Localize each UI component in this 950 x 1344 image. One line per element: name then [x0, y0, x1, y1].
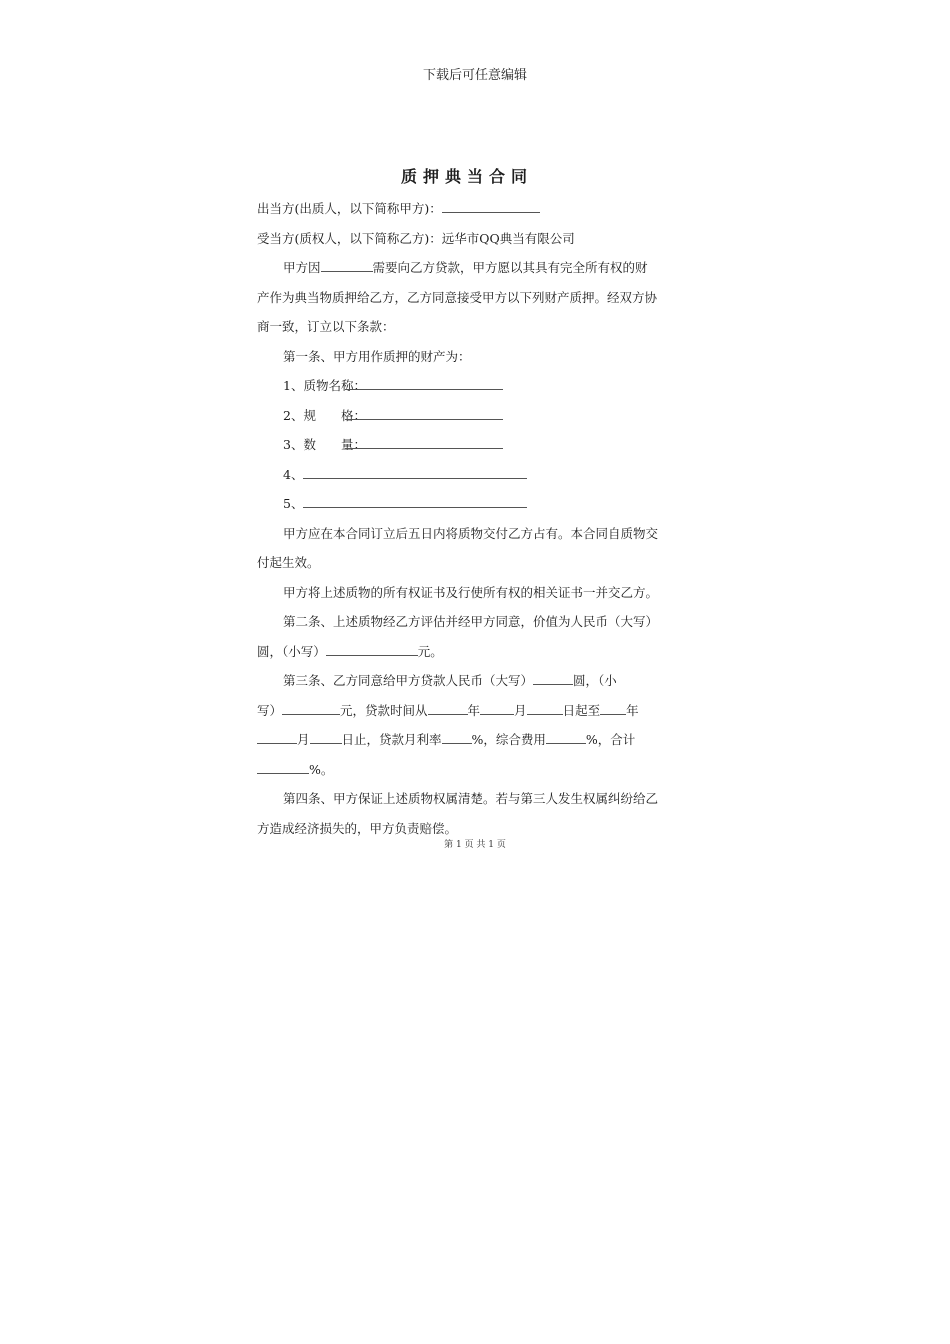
text: 圆，（小写）: [257, 643, 326, 659]
item-blank: [303, 464, 527, 479]
item-label: 5、: [283, 496, 304, 511]
item-label: 2、规 格：: [283, 407, 366, 423]
article-3-line-1: [257, 666, 677, 696]
article-4-line-1: 第四条、甲方保证上述质物权属清楚。若与第三人发生权属纠纷给乙: [283, 791, 659, 806]
end-month-blank: [257, 729, 297, 744]
item-label: 4、: [283, 466, 304, 482]
start-month-blank: [480, 700, 514, 715]
text: %，合计: [585, 732, 636, 747]
item-blank: [345, 375, 503, 390]
text: 圆，（小: [573, 673, 617, 688]
item-blank: [345, 434, 503, 449]
end-year-blank: [600, 700, 626, 715]
interest-rate-blank: [442, 729, 472, 744]
total-rate-blank: [257, 759, 309, 774]
text: %，综合费用: [471, 732, 546, 747]
intro-line-2: 产作为典当物质押给乙方，乙方同意接受甲方以下列财产质押。经双方协: [257, 289, 658, 305]
article-2-line-2: [257, 637, 677, 667]
article-3-line-3: [257, 725, 677, 755]
pledge-item-1: [257, 371, 677, 401]
contract-body: [257, 164, 677, 843]
fee-rate-blank: [546, 729, 586, 744]
text: 第三条、乙方同意给甲方贷款人民币（大写）: [283, 673, 534, 688]
item-label: 1、质物名称：: [283, 378, 366, 393]
party-b-line: 受当方(质权人，以下简称乙方)：远华市QQ典当有限公司: [257, 230, 575, 246]
party-a-label: 出当方(出质人，以下简称甲方)：: [257, 201, 442, 216]
text: 年: [626, 702, 639, 718]
header-note: 下载后可任意编辑: [422, 68, 527, 83]
article-2-line-1: 第二条、上述质物经乙方评估并经甲方同意，价值为人民币（大写）: [283, 614, 659, 629]
text: 月: [514, 702, 527, 718]
text: 月: [297, 732, 310, 747]
item-blank: [345, 405, 503, 420]
value-lowercase-blank: [326, 641, 418, 656]
contract-title: 质押典当合同: [400, 167, 533, 186]
article-3-line-2: [257, 696, 677, 726]
text: %。: [309, 761, 334, 777]
item-label: 3、数 量：: [283, 437, 366, 452]
article-3-line-4: [257, 755, 677, 785]
pledge-item-3: [257, 430, 677, 460]
pledge-item-4: [257, 460, 677, 490]
item-blank: [303, 493, 527, 508]
intro-line-1: [257, 253, 677, 283]
intro-text-a: 甲方因: [283, 260, 321, 275]
pledge-item-5: [257, 489, 677, 519]
certificates-line: 甲方将上述质物的所有权证书及行使所有权的相关证书一并交乙方。: [283, 584, 659, 600]
start-day-blank: [527, 700, 563, 715]
loan-lowercase-blank: [282, 700, 340, 715]
text: 日止，贷款月利率: [341, 732, 442, 747]
text: 年: [467, 702, 481, 718]
party-a-line: [257, 194, 677, 224]
article-1-heading: 第一条、甲方用作质押的财产为：: [283, 348, 471, 364]
article-4-line-2: 方造成经济损失的，甲方负责赔偿。: [257, 820, 458, 836]
party-a-blank: [442, 198, 540, 213]
text: 元。: [417, 643, 443, 659]
page-footer: 第 1 页 共 1 页: [444, 840, 506, 850]
delivery-line-1: 甲方应在本合同订立后五日内将质物交付乙方占有。本合同自质物交: [283, 525, 659, 541]
intro-reason-blank: [321, 257, 373, 272]
text: 日起至: [562, 702, 601, 718]
end-day-blank: [310, 729, 342, 744]
delivery-line-2: 付起生效。: [257, 555, 320, 570]
start-year-blank: [428, 700, 468, 715]
text: 元，贷款时间从: [340, 702, 428, 718]
intro-line-3: 商一致，订立以下条款：: [257, 319, 395, 334]
text: 写）: [257, 702, 283, 718]
intro-text-b: 需要向乙方贷款，甲方愿以其具有完全所有权的财: [372, 260, 648, 275]
pledge-item-2: [257, 401, 677, 431]
loan-uppercase-blank: [533, 670, 573, 685]
